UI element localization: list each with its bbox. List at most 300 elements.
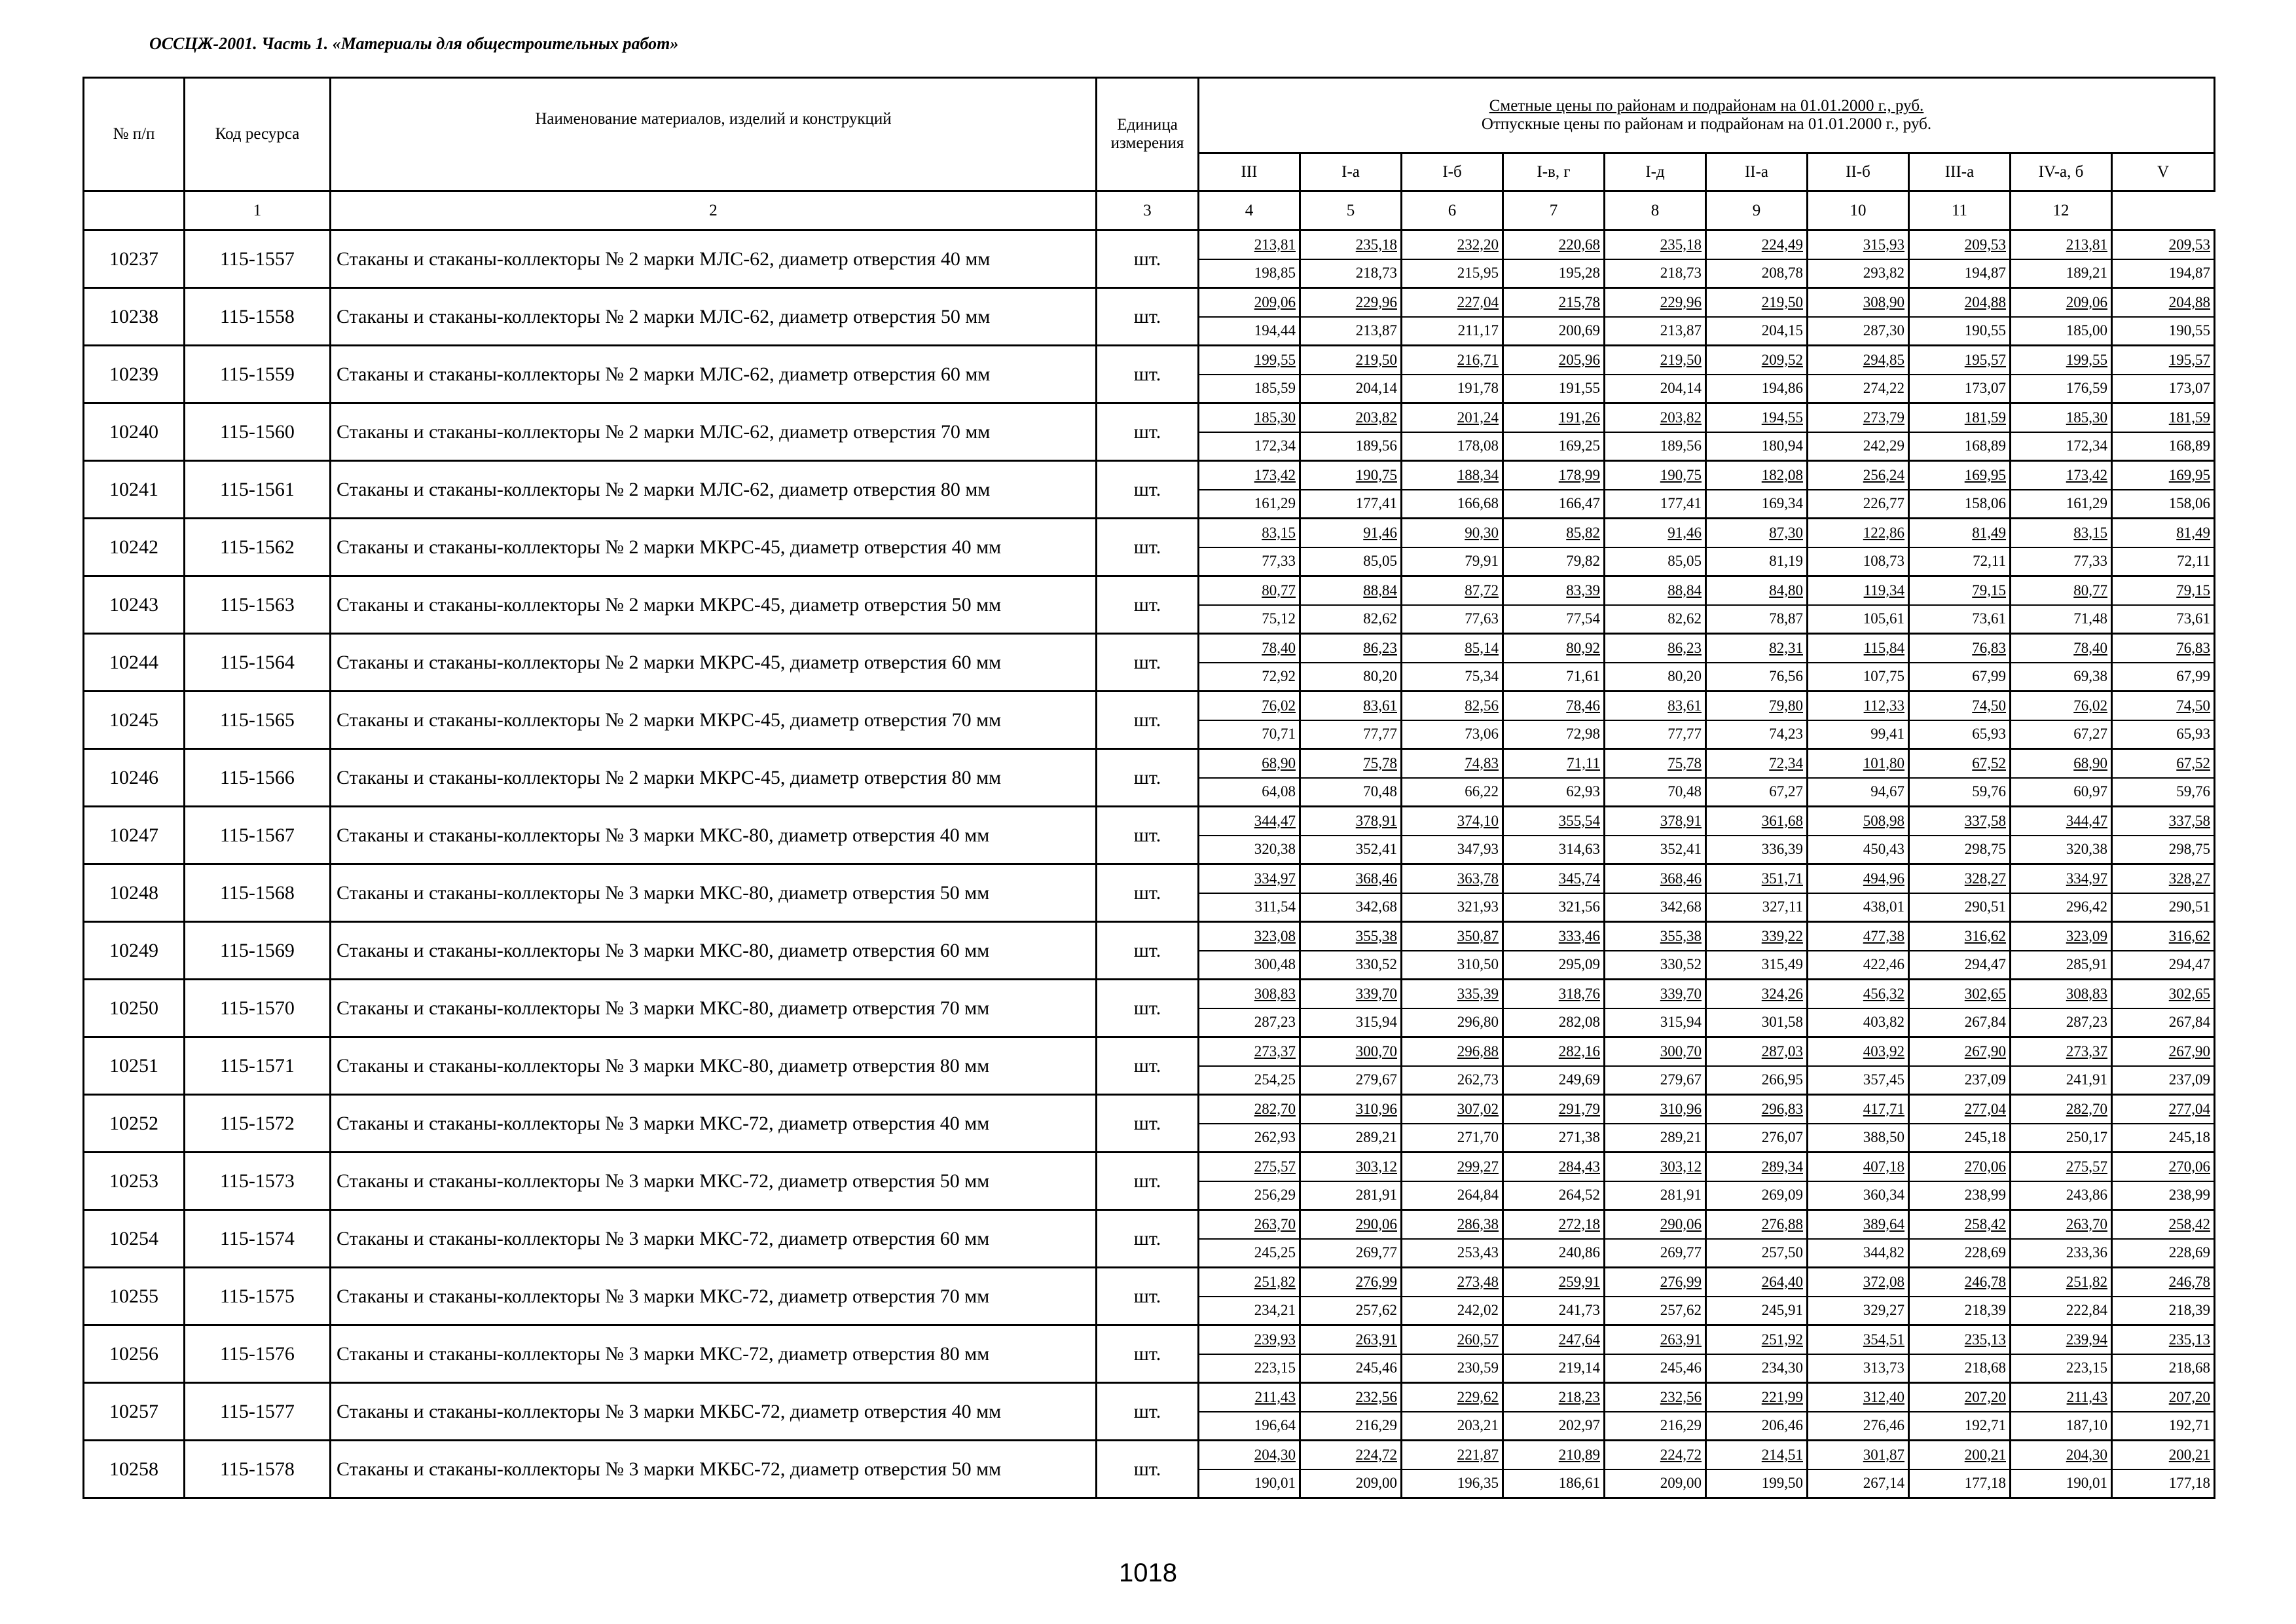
release-price: 281,91 [1355,1187,1397,1204]
price-cell [1402,864,1503,922]
release-price: 264,52 [1558,1187,1600,1204]
price-cell [1300,1037,1402,1095]
release-price: 249,69 [1558,1071,1600,1088]
release-price: 237,09 [2168,1071,2211,1088]
estimate-price: 299,27 [1457,1158,1499,1175]
estimate-price: 82,31 [1769,639,1803,656]
header-name: Наименование материалов, изделий и конструкций [331,78,1097,191]
price-cell [1605,1383,1706,1441]
price-cell [1909,692,2011,749]
estimate-price: 74,50 [2176,697,2211,714]
release-price: 177,41 [1355,495,1397,512]
resource-code: 115-1563 [185,576,331,634]
estimate-price: 67,52 [1972,754,2006,771]
price-cell [1503,634,1605,692]
release-price: 250,17 [2066,1129,2107,1146]
release-price: 234,30 [1761,1359,1803,1376]
estimate-price: 282,70 [2066,1100,2107,1117]
price-cell [1300,576,1402,634]
unit-cell: шт. [1097,1325,1199,1383]
release-price: 77,77 [1363,726,1397,743]
row-id: 10239 [84,346,185,403]
release-price: 222,84 [2066,1302,2107,1319]
estimate-price: 333,46 [1558,927,1600,944]
header-num: № п/п [84,78,185,191]
estimate-price: 88,84 [1363,581,1397,599]
release-price: 69,38 [2073,668,2107,685]
estimate-price: 209,53 [2168,236,2211,253]
unit-cell: шт. [1097,1037,1199,1095]
estimate-price: 190,75 [1355,466,1397,483]
release-price: 194,44 [1254,322,1296,339]
estimate-price: 229,62 [1457,1388,1499,1405]
header-region: I-д [1605,153,1706,191]
price-cell [1199,634,1300,692]
row-id: 10248 [84,864,185,922]
header-unit: Единица измерения [1097,78,1199,191]
estimate-price: 74,83 [1465,754,1499,771]
estimate-price: 78,40 [1262,639,1296,656]
header-region: II-б [1808,153,1909,191]
estimate-price: 194,55 [1761,409,1803,426]
estimate-price: 276,99 [1355,1273,1397,1290]
estimate-price: 199,55 [2066,351,2107,368]
price-cell [1199,1153,1300,1210]
price-cell [1605,1037,1706,1095]
price-cell [1300,634,1402,692]
estimate-price: 224,72 [1660,1446,1702,1463]
estimate-price: 308,90 [1863,293,1904,310]
price-cell [1503,864,1605,922]
price-cell [1199,1268,1300,1325]
estimate-price: 284,43 [1558,1158,1600,1175]
price-cell [1402,1037,1503,1095]
row-id: 10255 [84,1268,185,1325]
price-cell [2112,1037,2215,1095]
header-region: I-а [1300,153,1402,191]
unit-cell: шт. [1097,864,1199,922]
table-row [84,1153,2215,1210]
estimate-price: 263,70 [2066,1215,2107,1232]
release-price: 186,61 [1558,1475,1600,1492]
resource-code: 115-1572 [185,1095,331,1153]
release-price: 296,42 [2066,898,2107,915]
price-cell [1503,1153,1605,1210]
release-price: 213,87 [1355,322,1397,339]
release-price: 422,46 [1863,956,1904,973]
price-cell [2112,807,2215,864]
material-name: Стаканы и стаканы-коллекторы № 3 марки МКБС-72, диаметр отверстия 40 мм [331,1383,1097,1441]
estimate-price: 235,18 [1660,236,1702,253]
estimate-price: 101,80 [1863,754,1904,771]
price-cell [1605,692,1706,749]
release-price: 73,61 [1972,610,2006,627]
release-price: 254,25 [1254,1071,1296,1088]
row-id: 10253 [84,1153,185,1210]
release-price: 311,54 [1254,898,1296,915]
price-cell [1706,1210,1808,1268]
estimate-price: 310,96 [1660,1100,1702,1117]
resource-code: 115-1566 [185,749,331,807]
price-cell [1503,403,1605,461]
price-cell [1808,634,1909,692]
estimate-price: 251,82 [1254,1273,1296,1290]
estimate-price: 72,34 [1769,754,1803,771]
release-price: 450,43 [1863,841,1904,858]
price-cell [1605,864,1706,922]
material-name: Стаканы и стаканы-коллекторы № 3 марки МКС-80, диаметр отверстия 40 мм [331,807,1097,864]
release-price: 336,39 [1761,841,1803,858]
price-cell [2011,1383,2112,1441]
unit-cell: шт. [1097,922,1199,980]
price-cell [1300,1268,1402,1325]
table-row [84,1383,2215,1441]
price-cell [1808,1383,1909,1441]
row-id: 10245 [84,692,185,749]
release-price: 342,68 [1660,898,1702,915]
release-price: 77,77 [1667,726,1702,743]
price-cell [1402,346,1503,403]
row-id: 10251 [84,1037,185,1095]
release-price: 218,73 [1355,265,1397,282]
estimate-price: 300,70 [1660,1043,1702,1060]
release-price: 289,21 [1660,1129,1702,1146]
resource-code: 115-1576 [185,1325,331,1383]
release-price: 301,58 [1761,1014,1803,1031]
price-cell [1199,1095,1300,1153]
estimate-price: 287,03 [1761,1043,1803,1060]
price-cell [1706,461,1808,519]
estimate-price: 275,57 [2066,1158,2107,1175]
price-cell [1808,1037,1909,1095]
release-price: 67,99 [1972,668,2006,685]
price-cell [1808,864,1909,922]
price-cell [2112,576,2215,634]
estimate-price: 81,49 [2176,524,2211,541]
estimate-price: 344,47 [2066,812,2107,829]
price-cell [2011,1153,2112,1210]
estimate-price: 79,15 [2176,581,2211,599]
estimate-price: 204,88 [1964,293,2006,310]
release-price: 73,61 [2176,610,2211,627]
price-cell [1199,1383,1300,1441]
release-price: 192,71 [1964,1417,2006,1434]
estimate-price: 276,99 [1660,1273,1702,1290]
release-price: 71,48 [2073,610,2107,627]
price-cell [2112,1210,2215,1268]
release-price: 77,63 [1465,610,1499,627]
material-name: Стаканы и стаканы-коллекторы № 2 марки МКРС-45, диаметр отверстия 80 мм [331,749,1097,807]
estimate-price: 203,82 [1660,409,1702,426]
price-table [82,77,2215,1499]
price-cell [1909,864,2011,922]
release-price: 245,46 [1355,1359,1397,1376]
release-price: 223,15 [2066,1359,2107,1376]
estimate-price: 290,06 [1355,1215,1397,1232]
release-price: 388,50 [1863,1129,1904,1146]
release-price: 169,25 [1558,437,1600,454]
estimate-price: 247,64 [1558,1331,1600,1348]
estimate-price: 264,40 [1761,1273,1803,1290]
price-cell [1605,403,1706,461]
estimate-price: 215,78 [1558,293,1600,310]
material-name: Стаканы и стаканы-коллекторы № 2 марки МКРС-45, диаметр отверстия 40 мм [331,519,1097,576]
release-price: 344,82 [1863,1244,1904,1261]
release-price: 218,39 [2168,1302,2211,1319]
price-cell [2011,1095,2112,1153]
release-price: 66,22 [1465,783,1499,800]
price-cell [1503,346,1605,403]
release-price: 269,09 [1761,1187,1803,1204]
estimate-price: 209,53 [1964,236,2006,253]
price-cell [1300,346,1402,403]
row-id: 10242 [84,519,185,576]
release-price: 330,52 [1660,956,1702,973]
release-price: 289,21 [1355,1129,1397,1146]
price-cell [1706,346,1808,403]
estimate-price: 456,32 [1863,985,1904,1002]
release-price: 315,49 [1761,956,1803,973]
release-price: 81,19 [1769,553,1803,570]
estimate-price: 204,30 [1254,1446,1296,1463]
column-number: 5 [1300,191,1402,231]
release-price: 287,30 [1863,322,1904,339]
price-cell [1503,1037,1605,1095]
release-price: 245,46 [1660,1359,1702,1376]
price-cell [2112,1268,2215,1325]
release-price: 298,75 [1964,841,2006,858]
estimate-price: 368,46 [1660,870,1702,887]
resource-code: 115-1565 [185,692,331,749]
estimate-price: 81,49 [1972,524,2006,541]
estimate-price: 115,84 [1863,639,1904,656]
estimate-price: 328,27 [2168,870,2211,887]
estimate-price: 214,51 [1761,1446,1803,1463]
release-price: 77,33 [1262,553,1296,570]
release-price: 243,86 [2066,1187,2107,1204]
price-cell [1402,980,1503,1037]
price-cell [1300,403,1402,461]
estimate-price: 296,83 [1761,1100,1803,1117]
estimate-price: 119,34 [1863,581,1904,599]
price-cell [1402,519,1503,576]
resource-code: 115-1562 [185,519,331,576]
price-cell [1402,1383,1503,1441]
price-cell [1605,288,1706,346]
price-cell [1706,231,1808,288]
release-price: 223,15 [1254,1359,1296,1376]
estimate-price: 75,78 [1667,754,1702,771]
release-price: 279,67 [1355,1071,1397,1088]
price-cell [2112,634,2215,692]
release-price: 211,17 [1457,322,1499,339]
column-number: 2 [331,191,1097,231]
estimate-price: 260,57 [1457,1331,1499,1348]
release-price: 185,00 [2066,322,2107,339]
price-cell [1605,461,1706,519]
release-price: 245,18 [2168,1129,2211,1146]
release-price: 200,69 [1558,322,1600,339]
price-cell [1909,461,2011,519]
price-cell [1402,1210,1503,1268]
row-id: 10247 [84,807,185,864]
estimate-price: 316,62 [2168,927,2211,944]
estimate-price: 368,46 [1355,870,1397,887]
estimate-price: 235,13 [2168,1331,2211,1348]
estimate-price: 267,90 [2168,1043,2211,1060]
estimate-price: 84,80 [1769,581,1803,599]
release-price: 320,38 [1254,841,1296,858]
release-price: 73,06 [1465,726,1499,743]
release-price: 327,11 [1762,898,1803,915]
release-price: 215,95 [1457,265,1499,282]
price-cell [1199,403,1300,461]
estimate-price: 83,15 [2073,524,2107,541]
estimate-price: 209,06 [2066,293,2107,310]
estimate-price: 91,46 [1667,524,1702,541]
row-id: 10257 [84,1383,185,1441]
estimate-price: 259,91 [1558,1273,1600,1290]
release-price: 321,56 [1558,898,1600,915]
price-cell [1706,519,1808,576]
price-cell [2011,1325,2112,1383]
price-cell [1199,1441,1300,1498]
release-price: 189,21 [2066,265,2107,282]
price-cell [1909,922,2011,980]
release-price: 77,33 [2073,553,2107,570]
estimate-price: 185,30 [1254,409,1296,426]
estimate-price: 251,82 [2066,1273,2107,1290]
release-price: 168,89 [1964,437,2006,454]
material-name: Стаканы и стаканы-коллекторы № 3 марки МКС-72, диаметр отверстия 60 мм [331,1210,1097,1268]
price-cell [1706,980,1808,1037]
column-number: 4 [1199,191,1300,231]
release-price: 257,62 [1660,1302,1702,1319]
estimate-price: 169,95 [2168,466,2211,483]
resource-code: 115-1567 [185,807,331,864]
release-price: 242,29 [1863,437,1904,454]
unit-cell: шт. [1097,231,1199,288]
release-price: 218,68 [2168,1359,2211,1376]
release-price: 262,93 [1254,1129,1296,1146]
header-region: III [1199,153,1300,191]
estimate-price: 83,61 [1363,697,1397,714]
estimate-price: 75,78 [1363,754,1397,771]
header-prices-estimate: Сметные цены по районам и подрайонам на 01.01.2000 г., руб. [1489,97,1924,115]
estimate-price: 355,38 [1355,927,1397,944]
estimate-price: 308,83 [2066,985,2107,1002]
price-cell [1300,1441,1402,1498]
table-row [84,922,2215,980]
estimate-price: 302,65 [2168,985,2211,1002]
unit-cell: шт. [1097,346,1199,403]
release-price: 195,28 [1558,265,1600,282]
estimate-price: 181,59 [2168,409,2211,426]
estimate-price: 88,84 [1667,581,1702,599]
release-price: 242,02 [1457,1302,1499,1319]
price-cell [1503,749,1605,807]
estimate-price: 270,06 [1964,1158,2006,1175]
estimate-price: 229,96 [1355,293,1397,310]
resource-code: 115-1571 [185,1037,331,1095]
release-price: 298,75 [2168,841,2211,858]
release-price: 342,68 [1355,898,1397,915]
release-price: 65,93 [2176,726,2211,743]
price-cell [1808,692,1909,749]
price-cell [1706,1037,1808,1095]
release-price: 194,87 [2168,265,2211,282]
table-row [84,634,2215,692]
estimate-price: 303,12 [1355,1158,1397,1175]
release-price: 347,93 [1457,841,1499,858]
release-price: 166,68 [1457,495,1499,512]
price-cell [1605,1268,1706,1325]
price-cell [1706,288,1808,346]
price-cell [1199,1325,1300,1383]
price-cell [2011,231,2112,288]
price-cell [2011,692,2112,749]
release-price: 172,34 [1254,437,1296,454]
estimate-price: 339,22 [1761,927,1803,944]
header-region: I-б [1402,153,1503,191]
estimate-price: 232,56 [1660,1388,1702,1405]
estimate-price: 263,91 [1355,1331,1397,1348]
price-cell [1706,403,1808,461]
price-cell [1402,1441,1503,1498]
estimate-price: 307,02 [1457,1100,1499,1117]
price-cell [1300,1153,1402,1210]
material-name: Стаканы и стаканы-коллекторы № 2 марки МЛС-62, диаметр отверстия 40 мм [331,231,1097,288]
estimate-price: 68,90 [2073,754,2107,771]
release-price: 233,36 [2066,1244,2107,1261]
price-cell [1605,576,1706,634]
estimate-price: 87,72 [1465,581,1499,599]
estimate-price: 205,96 [1558,351,1600,368]
estimate-price: 275,57 [1254,1158,1296,1175]
estimate-price: 209,06 [1254,293,1296,310]
estimate-price: 339,70 [1355,985,1397,1002]
resource-code: 115-1558 [185,288,331,346]
estimate-price: 290,06 [1660,1215,1702,1232]
estimate-price: 122,86 [1863,524,1904,541]
column-number: 3 [1097,191,1199,231]
estimate-price: 219,50 [1660,351,1702,368]
price-cell [1605,231,1706,288]
estimate-price: 71,11 [1567,754,1600,771]
price-cell [1909,1037,2011,1095]
price-cell [1402,1325,1503,1383]
estimate-price: 239,93 [1254,1331,1296,1348]
release-price: 82,62 [1667,610,1702,627]
price-cell [1909,749,2011,807]
estimate-price: 289,34 [1761,1158,1803,1175]
release-price: 80,20 [1363,668,1397,685]
price-cell [1808,403,1909,461]
estimate-price: 86,23 [1363,639,1397,656]
column-number-empty [84,191,185,231]
estimate-price: 273,37 [2066,1043,2107,1060]
release-price: 216,29 [1660,1417,1702,1434]
price-cell [1909,1210,2011,1268]
price-cell [1909,634,2011,692]
price-cell [1605,634,1706,692]
price-cell [1300,1095,1402,1153]
price-cell [1808,288,1909,346]
table-row [84,1441,2215,1498]
price-cell [1300,1325,1402,1383]
price-cell [1605,346,1706,403]
estimate-price: 80,77 [2073,581,2107,599]
